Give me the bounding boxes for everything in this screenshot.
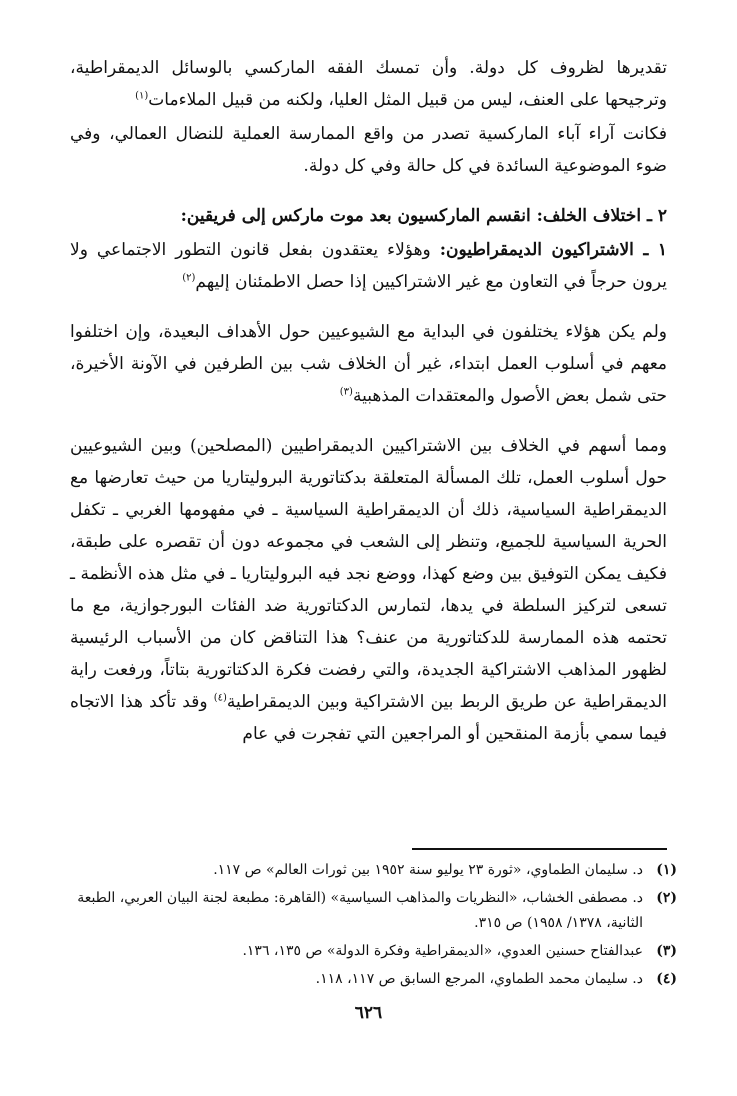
list-item — [70, 234, 667, 298]
footnote-number: (٢) — [656, 890, 677, 906]
footnote-text: د. سليمان محمد الطماوي، المرجع السابق ص ١١٧، ١١٨. — [315, 971, 643, 987]
footnote-item — [70, 886, 677, 936]
paragraph-3 — [70, 316, 667, 412]
footnote-ref-1: (١) — [135, 90, 149, 102]
section-heading: ٢ ـ اختلاف الخلف: انقسم الماركسيون بعد موت ماركس إلى فريقين: — [180, 206, 667, 226]
main-text — [70, 52, 667, 768]
paragraph-4-text: ومما أسهم في الخلاف بين الاشتراكيين الديمقراطيين (المصلحين) وبين الشيوعيين حول أسلوب العمل، تلك المسألة المتعلقة بدكتاتورية البروليتاريا من حيث تعارضها مع الديمقراطية السياسية، ذلك أن الديمقراطية السياسية ـ في مفهومها الغربي ـ تكفل الحرية السياسية للجميع، وتنظر إلى الشعب في مجموعه دون أن تقصره على طبقة، فكيف يمكن التوفيق بين وضع كهذا، ووضع نجد فيه البروليتاريا ـ في مثل هذه الأنظمة ـ تسعى لتركيز السلطة في يدها، لتمارس الدكتاتورية ضد الفئات البورجوازية، مع ما تحتمه هذه الممارسة للدكتاتورية من عنف؟ هذا التناقض كان من الأسباب الرئيسية لظهور المذاهب الاشتراكية الجديدة، والتي رفضت فكرة الدكتاتورية بتاتاً، ورفعت راية الديمقراطية عن طريق الربط بين الاشتراكية وبين الديمقراطية — [70, 436, 667, 712]
list-item-text: وهؤلاء يعتقدون بفعل قانون التطور الاجتماعي ولا يرون حرجاً في التعاون مع غير الاشتراكيين إذا حصل الاطمئنان إليهم — [70, 240, 667, 292]
footnotes — [70, 858, 677, 995]
footnote-divider — [412, 848, 667, 850]
footnote-ref-4: (٤) — [213, 692, 227, 704]
paragraph-4 — [70, 430, 667, 750]
paragraph-1 — [70, 52, 667, 116]
footnote-number: (١) — [656, 862, 677, 878]
footnote-number: (٤) — [656, 971, 677, 987]
footnote-text: عبدالفتاح حسنين العدوي، «الديمقراطية وفكرة الدولة» ص ١٣٥، ١٣٦. — [242, 943, 643, 959]
footnote-item — [70, 939, 677, 964]
paragraph-4-continuation: وقد تأكد هذا الاتجاه فيما سمي بأزمة المنقحين أو المراجعين التي تفجرت في عام — [70, 692, 667, 744]
page-number: ٦٢٦ — [354, 1003, 383, 1023]
list-item-heading: ١ ـ الاشتراكيون الديمقراطيون: — [439, 240, 668, 260]
footnote-number: (٣) — [656, 943, 677, 959]
footnote-text: د. مصطفى الخشاب، «النظريات والمذاهب السياسية» (القاهرة: مطبعة لجنة البيان العربي، الطبعة الثانية، ١٣٧٨/ ١٩٥٨) ص ٣١٥. — [77, 890, 643, 931]
paragraph-1-text: تقديرها لظروف كل دولة. وأن تمسك الفقه الماركسي بالوسائل الديمقراطية، وترجيحها على العنف، ليس من قبيل المثل العليا، ولكنه من قبيل الملاءمات — [70, 58, 667, 110]
paragraph-2: فكانت آراء آباء الماركسية تصدر من واقع الممارسة العملية للنضال العمالي، وفي ضوء الموضوعية السائدة في كل حالة وفي كل دولة. — [70, 124, 667, 176]
footnote-ref-2: (٢) — [182, 272, 196, 284]
footnote-item — [70, 967, 677, 992]
footnote-text: د. سليمان الطماوي، «ثورة ٢٣ يوليو سنة ١٩٥٢ بين ثورات العالم» ص ١١٧. — [213, 862, 643, 878]
footnote-ref-3: (٣) — [339, 386, 353, 398]
footnote-item — [70, 858, 677, 883]
paragraph-3-text: ولم يكن هؤلاء يختلفون في البداية مع الشيوعيين حول الأهداف البعيدة، وإن اختلفوا معهم في أسلوب العمل ابتداء، غير أن الخلاف شب بين الطرفين في الآونة الأخيرة، حتى شمل بعض الأصول والمعتقدات المذهبية — [70, 322, 667, 406]
